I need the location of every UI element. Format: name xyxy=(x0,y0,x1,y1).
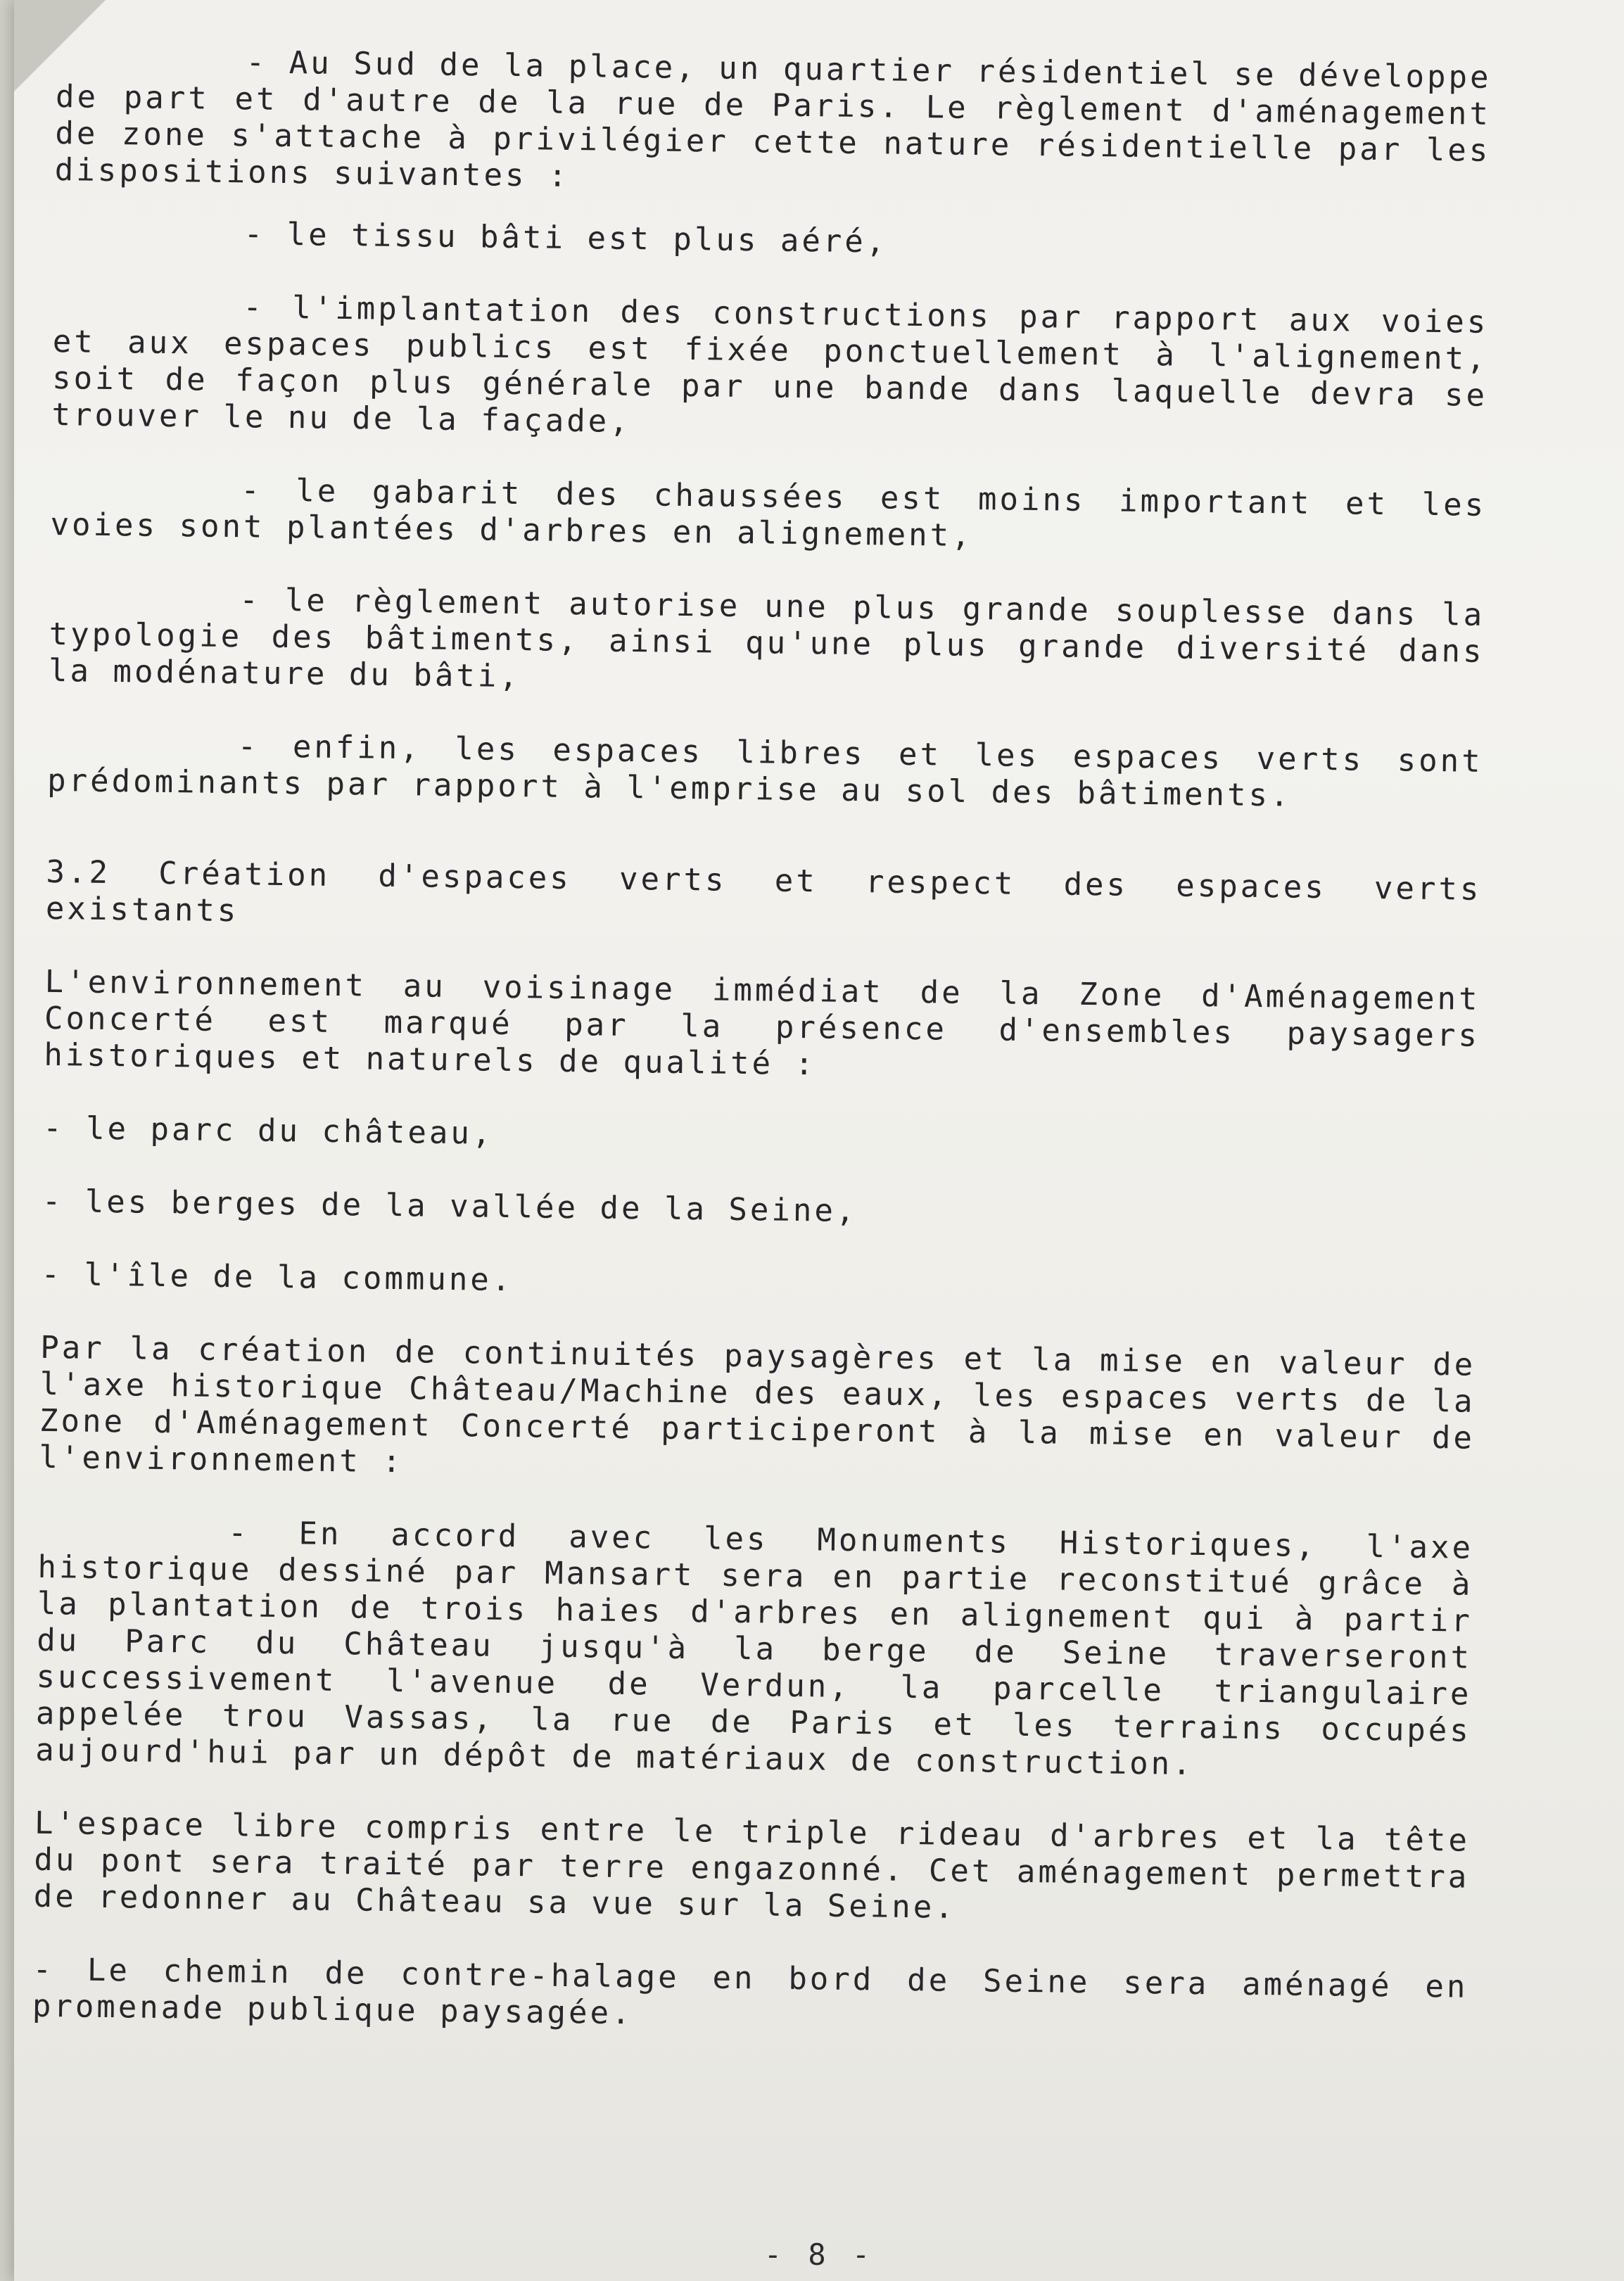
list-item-tissu-bati: - le tissu bâti est plus aéré, xyxy=(243,216,888,260)
section-heading: 3.2 Création d'espaces verts et respect des espaces verts existants xyxy=(45,853,1482,929)
paragraph-continuites: Par la création de continuités paysagères et la mise en valeur de l'axe historique Château/Machine des eaux, les espaces verts de la Zone d'Aménagement Concerté participeront à la mise en valeur de l'environnement : xyxy=(39,1329,1476,1480)
page-body xyxy=(32,42,1492,2042)
list-item-ile: - l'île de la commune. xyxy=(41,1256,514,1299)
list-item-espaces-libres: - enfin, les espaces libres et les espaces verts sont prédominants par rapport à l'emprise au sol des bâtiments. xyxy=(46,728,1483,814)
paragraph-chemin-halage: - Le chemin de contre-halage en bord de Seine sera aménagé en promenade publique paysagée. xyxy=(32,1951,1468,2032)
list-item-berges: - les berges de la vallée de la Seine, xyxy=(42,1183,858,1230)
paragraph-axe-historique: - En accord avec les Monuments Historiques, l'axe historique dessiné par Mansart sera en partie reconstitué grâce à la plantation de trois haies d'arbres en alignement qui à partir du Parc du Château jusqu'à la berge de Seine traverseront successivement l'avenue de Verdun, la parcelle triangulaire appelée trou Vassas, la rue de Paris et les terrains occupés aujourd'hui par un dépôt de matériaux de construction. xyxy=(35,1515,1474,1782)
page-number: - 8 - xyxy=(763,2237,875,2272)
paragraph-south-quarter: - Au Sud de la place, un quartier résidentiel se développe de part et d'autre de la rue de Paris. Le règlement d'aménagement de zone s'attache à privilégier cette nature résidentielle par les dispositions suivantes : xyxy=(54,44,1492,194)
document-page xyxy=(14,0,1624,2281)
list-item-parc: - le parc du château, xyxy=(42,1110,494,1152)
list-item-reglement: - le règlement autorise une plus grande souplesse dans la typologie des bâtiments, ainsi qu'une plus grande diversité dans la modénature du bâti, xyxy=(48,582,1485,695)
paragraph-environnement: L'environnement au voisinage immédiat de la Zone d'Aménagement Concerté est marqué par la présence d'ensembles paysagers historiques et naturels de qualité : xyxy=(44,963,1480,1083)
list-item-gabarit: - le gabarit des chaussées est moins important et les voies sont plantées d'arbres en alignement, xyxy=(50,472,1487,554)
paragraph-espace-libre: L'espace libre compris entre le triple rideau d'arbres et la tête du pont sera traité par terre engazonné. Cet aménagement permettra de redonner au Château sa vue sur la Seine. xyxy=(33,1805,1471,1926)
list-item-implantation: - l'implantation des constructions par rapport aux voies et aux espaces publics est fixée ponctuellement à l'alignement, soit de façon plus générale par une bande dans laquelle devra se trouver le nu de la façade, xyxy=(51,289,1489,440)
